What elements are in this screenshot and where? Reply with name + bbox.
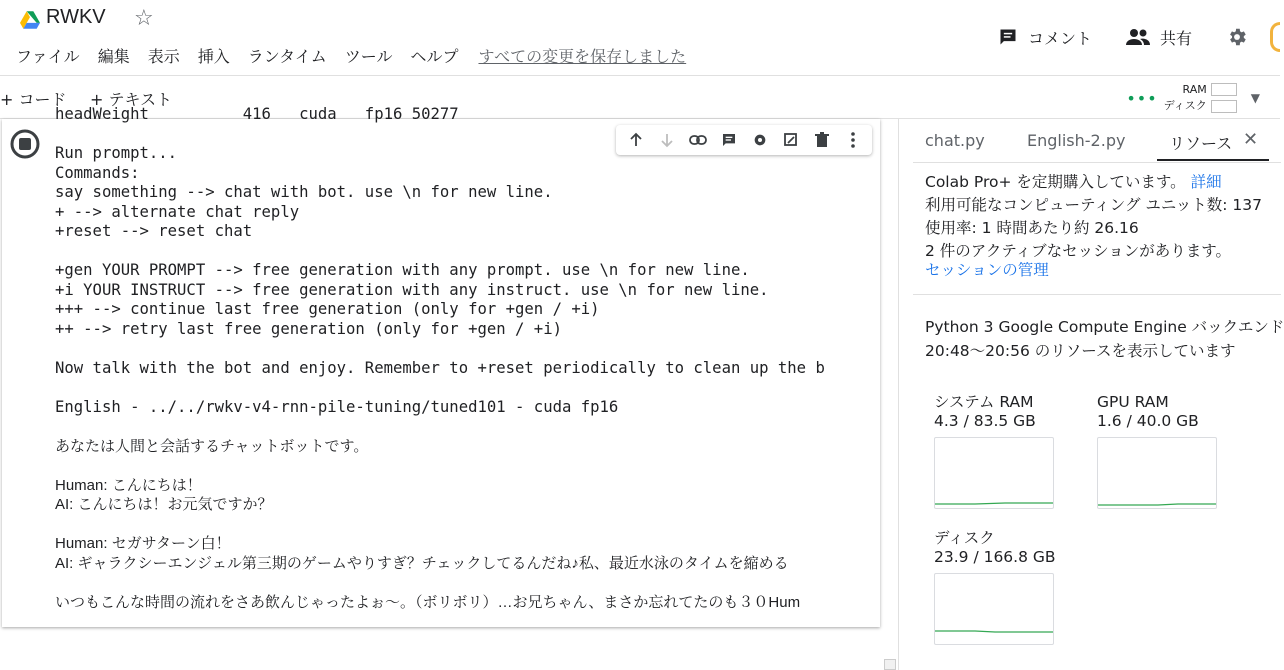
metric-value: 4.3 / 83.5 GB — [934, 412, 1036, 430]
resource-time-range: 20:48〜20:56 のリソースを表示しています — [925, 342, 1236, 360]
metric-label: ディスク — [934, 529, 995, 547]
menu-edit[interactable]: 編集 — [97, 47, 130, 66]
subscription-info — [925, 171, 1262, 282]
menu-help[interactable]: ヘルプ — [410, 47, 459, 66]
dropdown-caret-icon[interactable]: ▼ — [1250, 91, 1260, 105]
output-line: +++ --> continue last free generation (only for +gen / +i) — [55, 300, 600, 318]
side-tabs — [899, 119, 1281, 163]
ram-usage-bar — [1211, 83, 1237, 96]
scrollbar[interactable] — [884, 659, 896, 670]
tab-resources[interactable]: リソース — [1169, 134, 1233, 153]
output-line: say something --> chat with bot. use \n for new line. — [55, 183, 553, 201]
subscription-text: Colab Pro+ を定期購入しています。 — [925, 173, 1186, 191]
output-line: ++ --> retry last free generation (only for +gen / +i) — [55, 319, 562, 338]
account-avatar[interactable] — [1270, 22, 1280, 52]
output-line: Run prompt... — [55, 144, 178, 162]
comment-label: コメント — [1027, 28, 1092, 48]
comment-cell-icon[interactable] — [718, 129, 740, 151]
tab-chat-py[interactable]: chat.py — [925, 131, 985, 150]
output-line — [55, 573, 885, 593]
output-line: English - ../../rwkv-v4-rnn-pile-tuning/tuned101 - cuda fp16 — [55, 397, 619, 416]
disk-metric — [934, 529, 1056, 645]
menu-bar — [16, 44, 686, 67]
backend-line: Python 3 Google Compute Engine バックエンド — [925, 318, 1284, 336]
disk-usage-bar — [1211, 100, 1237, 113]
menu-tools[interactable]: ツール — [344, 47, 393, 66]
move-up-icon[interactable] — [625, 129, 647, 151]
app-header — [0, 0, 1280, 76]
output-line — [55, 242, 885, 262]
comment-button[interactable] — [998, 26, 1092, 49]
manage-sessions-link[interactable]: セッションの管理 — [925, 261, 1049, 279]
header-actions — [998, 22, 1280, 52]
resource-indicator[interactable] — [1126, 81, 1260, 115]
more-options-icon[interactable] — [842, 129, 864, 151]
output-line: いつもこんな時間の流れをさあ飲んじゃったよぉ〜。（ボリボリ）…お兄ちゃん、まさか忘れてたのも３０Hum — [55, 593, 801, 611]
output-line — [55, 456, 885, 476]
gpu-ram-metric — [1097, 393, 1217, 509]
menu-insert[interactable]: 挿入 — [197, 47, 230, 66]
output-line: あなたは人間と会話するチャットボットです。 — [55, 437, 369, 455]
menu-runtime[interactable]: ランタイム — [247, 47, 327, 66]
notebook-area — [0, 105, 896, 670]
menu-view[interactable]: 表示 — [147, 47, 180, 66]
system-ram-metric — [934, 393, 1054, 509]
cell-output — [55, 105, 885, 612]
share-button[interactable] — [1126, 26, 1192, 49]
close-icon[interactable]: ✕ — [1243, 129, 1259, 150]
active-sessions: 2 件のアクティブなセッションがあります。 — [925, 242, 1232, 260]
gpu-ram-graph — [1097, 437, 1217, 509]
comment-icon — [998, 27, 1018, 47]
move-down-icon[interactable] — [656, 129, 678, 151]
people-icon — [1126, 27, 1150, 47]
output-line: +gen YOUR PROMPT --> free generation with any prompt. use \n for new line. — [55, 261, 750, 279]
more-dots-icon: ••• — [1126, 88, 1158, 108]
output-line: +reset --> reset chat — [55, 222, 253, 240]
output-line: Human: セガサターン白！ — [55, 535, 231, 552]
output-line: headWeight 416 cuda fp16 50277 — [55, 105, 459, 123]
output-line: Human: こんにちは！ — [55, 476, 202, 494]
share-label: 共有 — [1159, 28, 1192, 48]
google-drive-icon[interactable] — [20, 11, 40, 29]
notebook-title[interactable]: RWKV — [46, 6, 106, 28]
link-icon[interactable] — [687, 129, 709, 151]
details-link[interactable]: 詳細 — [1190, 173, 1222, 191]
cell-toolbar — [616, 125, 872, 155]
backend-info — [925, 315, 1284, 363]
add-code-button[interactable]: + コード — [0, 90, 67, 109]
output-line: + --> alternate chat reply — [55, 202, 300, 221]
ram-label: RAM — [1182, 83, 1207, 96]
cell-settings-icon[interactable] — [749, 129, 771, 151]
metric-label: システム RAM — [934, 393, 1034, 411]
mirror-cell-icon[interactable] — [780, 129, 802, 151]
code-cell[interactable] — [2, 105, 880, 627]
output-line — [55, 417, 885, 437]
save-status[interactable]: すべての変更を保存しました — [478, 47, 687, 66]
output-line: Commands: — [55, 163, 140, 182]
run-cell-icon[interactable] — [10, 129, 40, 159]
output-line — [55, 378, 885, 398]
star-icon[interactable]: ☆ — [134, 6, 154, 31]
settings-gear-icon[interactable] — [1226, 26, 1248, 48]
output-line: AI: ギャラクシーエンジェル第三期のゲームやりすぎ？チェックしてるんだね♪私、最近水泳のタイムを縮める — [55, 554, 789, 572]
metric-value: 1.6 / 40.0 GB — [1097, 412, 1199, 430]
metric-value: 23.9 / 166.8 GB — [934, 548, 1056, 566]
output-line: +i YOUR INSTRUCT --> free generation with any instruct. use \n for new line. — [55, 280, 769, 299]
disk-graph — [934, 573, 1054, 645]
output-line — [55, 339, 885, 359]
add-text-button[interactable]: + テキスト — [90, 90, 173, 109]
active-tab-indicator — [1157, 159, 1269, 161]
disk-label: ディスク — [1163, 99, 1207, 112]
system-ram-graph — [934, 437, 1054, 509]
menu-file[interactable]: ファイル — [16, 47, 80, 66]
side-panel — [898, 119, 1284, 670]
compute-units: 利用可能なコンピューティング ユニット数: 137 — [925, 196, 1262, 214]
output-line: Now talk with the bot and enjoy. Remember to +reset periodically to clean up the b — [55, 358, 825, 377]
output-line: AI: こんにちは！お元気ですか？ — [55, 496, 273, 513]
tab-english-2-py[interactable]: English-2.py — [1027, 131, 1126, 150]
delete-icon[interactable] — [811, 129, 833, 151]
usage-rate: 使用率: 1 時間あたり約 26.16 — [925, 219, 1139, 237]
metric-label: GPU RAM — [1097, 393, 1169, 411]
output-line — [55, 515, 885, 535]
